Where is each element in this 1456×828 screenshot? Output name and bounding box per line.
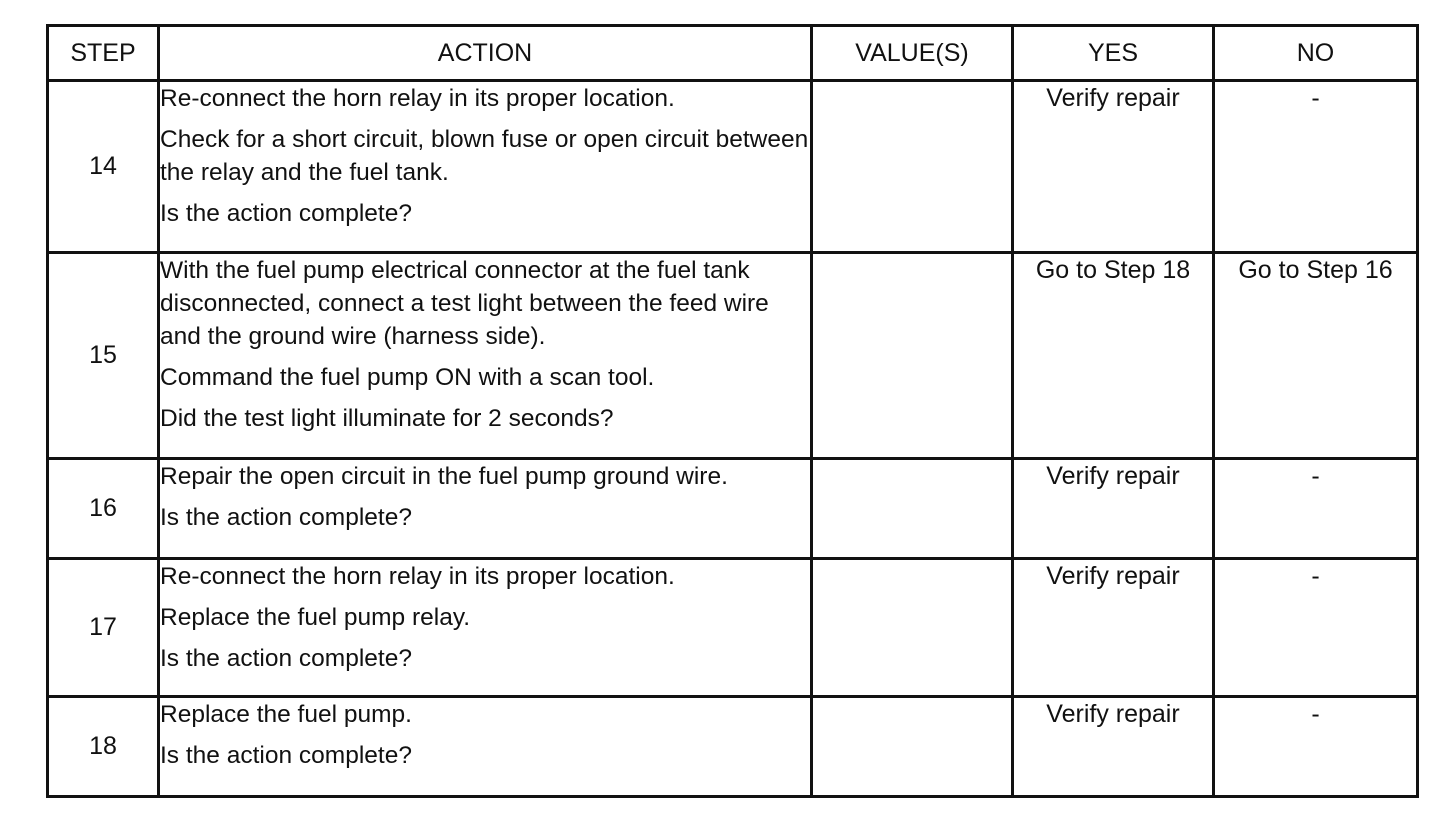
action-text: Replace the fuel pump. [160, 701, 412, 728]
step-number: 17 [48, 559, 159, 697]
action-text: Re-connect the horn relay in its proper location. [160, 563, 675, 590]
action-text: Is the action complete? [160, 742, 412, 769]
action-text: With the fuel pump electrical connector at the fuel tank disconnected, connect a test light between the feed wire and the ground wire (harness side). [160, 257, 769, 350]
no-cell: - [1214, 697, 1418, 797]
action-text: Is the action complete? [160, 200, 412, 227]
no-cell: Go to Step 16 [1214, 253, 1418, 459]
step-number: 16 [48, 459, 159, 559]
header-yes: YES [1013, 26, 1214, 81]
table-row [48, 81, 1418, 253]
header-row [48, 26, 1418, 81]
table-row [48, 697, 1418, 797]
table-row [48, 253, 1418, 459]
value-cell [812, 559, 1013, 697]
action-cell [159, 559, 812, 697]
value-cell [812, 253, 1013, 459]
yes-cell: Verify repair [1013, 459, 1214, 559]
no-cell: - [1214, 559, 1418, 697]
step-number: 15 [48, 253, 159, 459]
no-cell: - [1214, 81, 1418, 253]
action-cell [159, 459, 812, 559]
header-step: STEP [48, 26, 159, 81]
diagnostic-table [46, 24, 1419, 798]
action-text: Command the fuel pump ON with a scan tool. [160, 364, 655, 391]
header-action: ACTION [159, 26, 812, 81]
action-text: Check for a short circuit, blown fuse or open circuit between the relay and the fuel tank. [160, 126, 809, 186]
action-cell [159, 253, 812, 459]
value-cell [812, 81, 1013, 253]
yes-cell: Verify repair [1013, 81, 1214, 253]
action-text: Did the test light illuminate for 2 seconds? [160, 405, 614, 432]
yes-cell: Go to Step 18 [1013, 253, 1214, 459]
action-cell [159, 81, 812, 253]
no-cell: - [1214, 459, 1418, 559]
table-row [48, 559, 1418, 697]
value-cell [812, 697, 1013, 797]
step-number: 14 [48, 81, 159, 253]
yes-cell: Verify repair [1013, 559, 1214, 697]
action-text: Re-connect the horn relay in its proper location. [160, 85, 675, 112]
yes-cell: Verify repair [1013, 697, 1214, 797]
action-text: Is the action complete? [160, 504, 412, 531]
action-text: Repair the open circuit in the fuel pump ground wire. [160, 463, 728, 490]
step-number: 18 [48, 697, 159, 797]
action-text: Replace the fuel pump relay. [160, 604, 471, 631]
action-text: Is the action complete? [160, 645, 412, 672]
table-row [48, 459, 1418, 559]
header-values: VALUE(S) [812, 26, 1013, 81]
header-no: NO [1214, 26, 1418, 81]
value-cell [812, 459, 1013, 559]
action-cell [159, 697, 812, 797]
